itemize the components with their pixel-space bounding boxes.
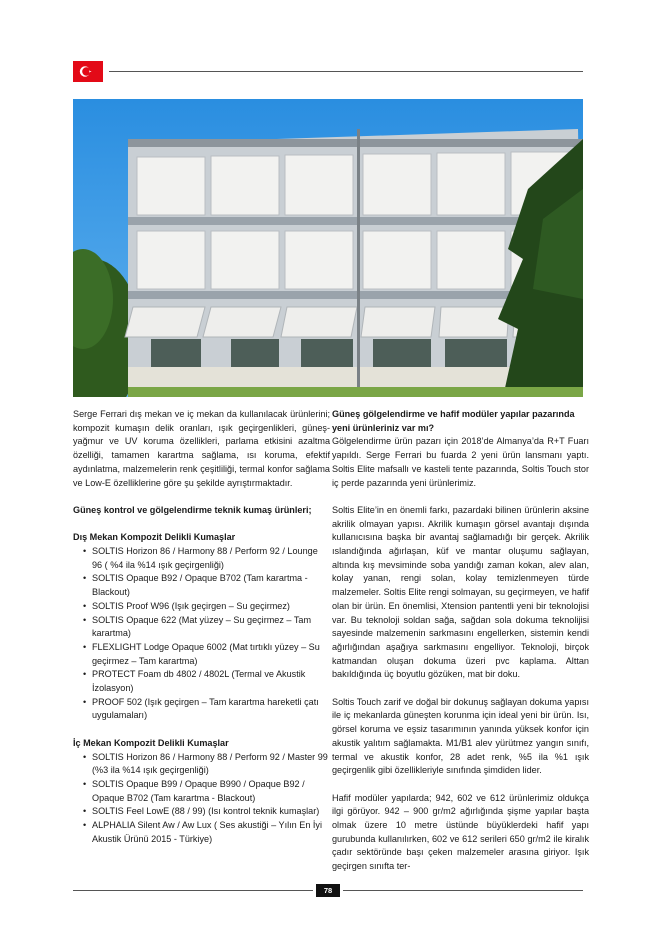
footer-divider-left [73,890,313,891]
list-item: • PROTECT Foam db 4802 / 4802L (Termal ve Akustik İzolasyon) [83,668,330,695]
paragraph: Soltis Touch zarif ve doğal bir dokunuş sağlayan dokuma yapısı ile iç mekanlarda güneşten korunma için ideal yeni bir ürün. Isı, görsel koruma ve eşsiz tasarımının yanında yüksek konfor için akustik yalıtım sağlamakta. M1/B1 alev yürütmez yangın sınıfı, termal ve akustik konfor, 28 adet renk, %5 ila %1 ışık geçirgenlik gibi özellikleriyle sınıfında şimdiden lider. [332,696,589,776]
list-item: • SOLTIS Feel LowE (88 / 99) (Isı kontrol teknik kumaşlar) [83,805,330,819]
outdoor-title: Dış Mekan Kompozit Delikli Kumaşlar [73,532,236,543]
page-number: 78 [316,884,340,897]
paragraph: Soltis Elite’in en önemli farkı, pazardaki bilinen ürünlerin aksine akrilik olmayan yapısı. Akrilik kumaşın görsel avantajı dışında kullanıcısına başka bir avantaj sağlamadığı bir gerçek. Akrilik ıslandığında ağırlaşan, küf ve mantar oluşumu sağlayan, altında kış mevsiminde soba yandığı zaman kokan, alev alan, kolay yanan, rengi solan, kolay temizlenmeyen türde malzemeler. Soltis Elite rengi solmayan, su geçirmeyen, ve hafif olan bir ürün. En önemlisi, Xtension pantentli yeni bir teknolojisi var. Bu teknoloji soldan sağa, sağdan sola dokuma teknolijisi sayesinde malzemenin sarkmasını engellerken, sistemin kendi ağırlığından aşağıya sarkmasını engelliyor. Teknoloji, birçok katmandan oluşan dokuma üzeri pvc kaplama. Alttan bakıldığında üç boyutlu gözüken, mat bir doku. [332,504,589,680]
list-item: • SOLTIS Proof W96 (Işık geçirgen – Su geçirmez) [83,600,330,614]
list-item: • SOLTIS Opaque B99 / Opaque B990 / Opaque B92 / Opaque B702 (Tam karartma - Blackout) [83,778,330,805]
list-item: • SOLTIS Horizon 86 / Harmony 88 / Perform 92 / Lounge 96 ( %4 ila %14 ışık geçirgenliği) [83,545,330,572]
building-photo [73,99,583,397]
indoor-list [73,751,330,847]
list-item: • PROOF 502 (Işık geçirgen – Tam karartma hareketli çatı uygulamaları) [83,696,330,723]
question-heading: Güneş gölgelendirme ve hafif modüler yapılar pazarında yeni ürünleriniz var mı? [332,409,575,433]
intro-paragraph: Serge Ferrari dış mekan ve iç mekan da kullanılacak ürünlerini; kompozit kumaşın delik oranları, ışık geçirgenlikleri, güneş-yağmur ve UV koruma özellikleri, parlama etkisini azaltma özelliği, tamamen karartma sağlama, ısı koruma, efektif aydınlatma, malzemelerin renk çeşitliliği, termal konfor sağlama ve Low-E özelliklerine göre şu şekilde ayrıştırmaktadır. [73,409,330,488]
footer-divider-right [343,890,583,891]
list-item: • SOLTIS Opaque B92 / Opaque B702 (Tam karartma - Blackout) [83,572,330,599]
list-item: • SOLTIS Horizon 86 / Harmony 88 / Perform 92 / Master 99 (%3 ila %14 ışık geçirgenliği) [83,751,330,778]
right-column [332,408,589,874]
list-item: • ALPHALIA Silent Aw / Aw Lux ( Ses akustiği – Yılın En İyi Akustik Ürünü 2015 - Türkiye) [83,819,330,846]
header-divider [109,71,583,72]
paragraph: Hafif modüler yapılarda; 942, 602 ve 612 ürünlerimiz oldukça ilgi görüyor. 942 – 900 gr/m2 ağırlığında şişme yapılar başta olmak üzere 10 metre üstünde büyüklerdeki hafif yapı gurubunda kullanılırken, 602 ve 612 serileri 650 gr/m2 ile kiralık çadır sektöründe başı çeken malzemeler arasına giriyor. Işık geçirgen sınıfta ter- [332,792,589,872]
list-item: • SOLTIS Opaque 622 (Mat yüzey – Su geçirmez – Tam karartma) [83,614,330,641]
left-column [73,408,330,846]
turkey-flag-icon [73,61,103,82]
indoor-title: İç Mekan Kompozit Delikli Kumaşlar [73,737,229,748]
list-item: • FLEXLIGHT Lodge Opaque 6002 (Mat tırtıklı yüzey – Su geçirmez – Tam karartma) [83,641,330,668]
outdoor-list [73,545,330,723]
section-title: Güneş kontrol ve gölgelendirme teknik kumaş ürünleri; [73,504,312,515]
paragraph: Gölgelendirme ürün pazarı için 2018’de Almanya’da R+T Fuarı yapıldı. Serge Ferrari bu fuarda 2 yeni ürün lansmanı yaptı. Soltis Elite mafsallı ve kasteli tente pazarında, Soltis Touch stor iç perde pazarında yeni ürünlerimiz. [332,436,589,488]
